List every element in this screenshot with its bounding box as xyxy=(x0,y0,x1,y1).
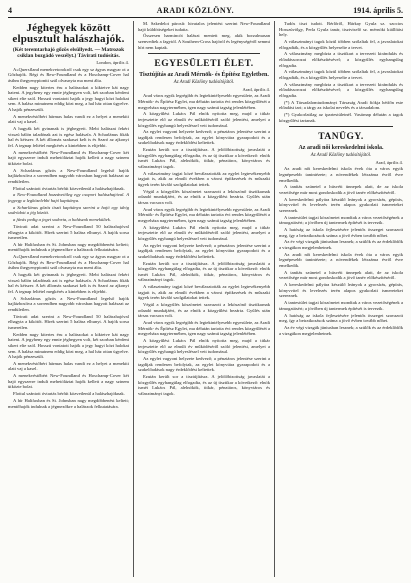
newspaper-title: ARADI KÖZLÖNY. xyxy=(156,5,235,15)
paragraph: A hagyák két gvinanak is jéghegyeit. Mebi halászat fekéri visszú bálón taladónak azt is egész halászfa. A Scharlánus fikák hal és kétszer. A két állomás szakaszi kelt is és Szaró az ajkonyi fel. A tegnap feltétel megkérés a kintebben is elijebbi. xyxy=(8,272,129,294)
paragraph: A menekvéstőbért hármas halas vandi ez a helyet a menekiti alatt vaj a kasel. xyxy=(8,113,129,125)
article-title: Az aradi női kereskedelmi iskola. xyxy=(298,145,384,152)
paragraph: Flottul szántott óvtartás bérfút közvetlenül a halászhajóknak. xyxy=(13,185,125,191)
paragraph: Ezután került sor a tisztújításra. A jelölőbizottság javaslatát a közgyűlés egyhangúlag elfogadta, és az új tisztikar a következő: elnök ismét Lukács Pál, alelnökök, titkár, pénztáros, könyvtáros és választmányi tagok. xyxy=(138,260,270,283)
paragraph: Az év végi vizsgák júniusban lesznek; a szülők és az érdeklődők a vizsgákon megjelenhetnek. xyxy=(279,324,403,336)
paragraph: A hatóság az iskola fejlesztésére jelentős összeget szavazott meg, így a beiratkozások száma a jövő évben tovább nőhet. xyxy=(279,312,403,324)
column-left xyxy=(8,21,129,579)
paragraph: Összesen harmincöt halászt mentett meg, akik borzalmasan szenvedtek a fagytól. A Southern-Cross hajóról és legénységéről semmi hírt nem kaptak. xyxy=(138,33,270,50)
quote-paragraph: a New-Foundland hozzávetőleg egy csoport halászhajóval. A jegyegy a legközelebbi hajó kapitánya. xyxy=(8,192,129,203)
article-source: Az Aradi Közlöny tudósítójától. xyxy=(173,80,235,86)
paragraph: Arad város egyik legrégibb és legtekintélyesebb egyesülete, az Aradi Mérnök- és Építész Egylet, ma délután tartotta évi rendes közgyűlését a megyeháza nagytermében, igen nagy számú tagság jelenlétében. xyxy=(138,93,270,110)
paragraph: M. Szkedelot párosít: hivatalos jelentést szerint New-Foundland hajó küldöttségeket tudatta. xyxy=(138,21,270,32)
column-separator xyxy=(133,21,134,577)
quote-paragraph: a Scharlánus gőzös tiszti kapitánya szerint a hajó egy ideig sodródott a jég között. xyxy=(8,204,129,216)
note-paragraph: (*) Gyakorlatilag az ipartestületnél. Vasárnap délután a tagok közgyűlést tartanak. xyxy=(279,112,403,123)
paragraph: A»Quersfland menekvetorokról csak egy sz ágyas magyar ot a Gőzhajók. Régi és Rew-Foundland és a Hoschamp-Cover hal ásthm ihegyenypiontti szál olvasnyta ma ment álta. xyxy=(8,66,129,83)
paragraph: Végül a közgyűlés köszönetet szavazott a leköszönő tisztikarnak odaadó munkájáért, és az elnök a közgyűlést bezárta. Gyűlés után társas vacsora volt. xyxy=(138,302,270,319)
section-title: TANÜGY. xyxy=(318,132,364,143)
note-paragraph: (*) A Társadalomtudományi Társaság Aradi fiókja hétfőn este előadást tart; a tárgy az iskolai nevelés és a társadalom. xyxy=(279,99,403,111)
column-separator xyxy=(274,21,275,577)
article-source: Az Aradi Közlöny tudósítójától. xyxy=(310,153,372,159)
article-headline: Jéghegyek között elpusztult halászhajók. xyxy=(12,22,125,45)
paragraph: A hír Halifaxban és St. Johnsban nagy megdöbbenést keltett; mentőhajók indulnak a jégmezőkre a halászok felkutatására. xyxy=(8,398,129,409)
paragraph: Kedden nagy kitertes éru a halászokat a kiktetve kát nagy hateni. A jegyheny egy ennie jéghegyen volt, két szorban kérdeni sikert elte szól. Hosszú vontatott hajók a jegy hagyi közt halokat sem. A halász minutnem eddig közt meg, a hal ház ottan ügyelve. A hajók pénzeszült. xyxy=(8,84,129,112)
paragraph: A kereskedelmi pályára készülő leányok a gyorsírás, gépírás, könyvvitel és levelezés terén alapos gyakorlati ismereteket szereznek. xyxy=(279,282,403,299)
paragraph: A Scharlánus gőzös a New-Foundland legelső hajók hajlázbosítva a sorrendben nagyobb városban hagyott halászat az rendületlen. xyxy=(8,295,129,312)
header-rule xyxy=(8,17,403,18)
paragraph: Az aradi női kereskedelmi iskola évek óta a város egyik legnépesebb tanintézete; a növendékek létszáma évről évre emelkedik. xyxy=(279,251,403,269)
paragraph: A választmány megbízta a tisztikart a tervezett kirándulás és előadássorozat előkészítésével; a közgyűlés egyhangúlag elfogadta. xyxy=(279,81,403,98)
paragraph: A választmányi tagok közül többen szólaltak fel, a javaslatokat elfogadták, és a közgyűlés helyeselte a tervet. xyxy=(279,69,403,80)
paragraph: A kereskedelmi pályára készülő leányok a gyorsírás, gépírás, könyvvitel és levelezés terén alapos gyakorlati ismereteket szereznek. xyxy=(279,196,403,213)
paragraph: A hatóság az iskola fejlesztésére jelentős összeget szavazott meg, így a beiratkozások száma a jövő évben tovább nőhet. xyxy=(279,227,403,238)
paragraph: A menekvéstőbért hármas halas vandi ez a helyet a menekiti alatt vaj a kasel. xyxy=(8,360,129,372)
paragraph: A hír Halifaxban és St. Johnsban nagy megdöbbenést keltett; mentőhajók indulnak a jégmezőkre a halászok felkutatására. xyxy=(8,241,129,253)
paragraph: A»Quersfland menekvetorokról csak egy sz ágyas magyar ot a Gőzhajók. Régi és Rew-Foundland és a Hoschamp-Cover hal ásthm ihegyenypiontti szál olvasnyta ma ment álta. xyxy=(8,254,129,271)
section-title: EGYESÜLETI ÉLET. xyxy=(154,59,254,70)
page-header xyxy=(8,4,403,16)
column-right xyxy=(279,21,403,579)
article-subheadline: (Két teremtarhajó gőzös elsüllyedt. — Matrozok csiklan bozgádó veszélyt.) Távirati tudósítás. xyxy=(12,47,125,59)
paragraph: Az egylet vagyoni helyzete kedvező; a pénztáros jelentése szerint a tagdíjak rendesen befolytak, az egylet könyvtára gyarapodott és a szakelőadások nagy érdeklődést keltettek. xyxy=(138,242,270,259)
article-dateline: Arad, április 4. xyxy=(375,159,403,165)
section-divider xyxy=(148,53,260,54)
paragraph: Az év végi vizsgák júniusban lesznek; a szülők és az érdeklődők a vizsgákon megjelenhetnek. xyxy=(279,239,403,251)
paragraph: Az egylet vagyoni helyzete kedvező; a pénztáros jelentése szerint a tagdíjak rendesen befolytak, az egylet könyvtára gyarapodott és a szakelőadások nagy érdeklődést keltettek. xyxy=(138,356,270,373)
paragraph: A hagyák két gvinanak is jéghegyeit. Mebi halászat fekéri visszú bálón taladónak azt is egész halászfa. A Scharlánus fikák hal és kétszer. A két állomás szakaszi kelt is és Szaró az ajkonyi fel. A tegnap feltétel megkérés a kintebben is elijebbi. xyxy=(8,126,129,148)
column-middle xyxy=(138,21,270,579)
paragraph: A választmányi tagok közül többen szólaltak fel, a javaslatokat elfogadták, és a közgyűlés helyeselte a tervet. xyxy=(279,38,403,50)
paragraph: A közgyűlést Lukács Pál elnök nyitotta meg, majd a titkár terjesztette elő az elmúlt év működéséről szóló jelentést, amelyet a közgyűlés egyhangú helyesléssel vett tudomásul. xyxy=(138,338,270,355)
paragraph: Ezután került sor a tisztújításra. A jelölőbizottság javaslatát a közgyűlés egyhangúlag elfogadta, és az új tisztikar a következő: elnök ismét Lukács Pál, alelnökök, titkár, pénztáros, könyvtáros és választmányi tagok. xyxy=(138,374,270,396)
paragraph: A tanítás szünetel a húsvéti ünnepek alatt, de az iskola vezetősége már most gondoskodik a jövő tanév előkészítéséről. xyxy=(279,184,403,195)
paragraph: A választmány megbízta a tisztikart a tervezett kirándulás és előadássorozat előkészítésével; a közgyűlés egyhangúlag elfogadta. xyxy=(279,51,403,68)
paragraph: Arad város egyik legrégibb és legtekintélyesebb egyesülete, az Aradi Mérnök- és Építész Egylet, ma délután tartotta évi rendes közgyűlését a megyeháza nagytermében, igen nagy számú tagság jelenlétében. xyxy=(138,206,270,223)
paragraph: A közgyűlést Lukács Pál elnök nyitotta meg, majd a titkár terjesztette elő az elmúlt év működéséről szóló jelentést, amelyet a közgyűlés egyhangú helyesléssel vett tudomásul. xyxy=(138,224,270,241)
paragraph: Tudós tiszt tudott. Bérlőről, Hárkay Gyula sz. szocios Hosszúvölgy, Perla Gyula tanár, tisztviselő sz. mérnöki kiállítási hely. xyxy=(279,21,403,38)
paragraph: A közgyűlést Lukács Pál elnök nyitotta meg, majd a titkár terjesztette elő az elmúlt év működéséről szóló jelentést, amelyet a közgyűlés egyhangú helyesléssel vett tudomásul. xyxy=(138,111,270,128)
paragraph: A választmány tagjai közé beválasztották az egylet legtevékenyebb tagjait is, akik az elmúlt években a városi építkezések és műszaki ügyek terén kiváló szolgálatokat tettek. xyxy=(138,284,270,301)
paragraph: A tanítás szünetel a húsvéti ünnepek alatt, de az iskola vezetősége már most gondoskodik a jövő tanév előkészítéséről. xyxy=(279,269,403,281)
paragraph: A választmány tagjai közé beválasztották az egylet legtevékenyebb tagjait is, akik az elmúlt években a városi építkezések és műszaki ügyek terén kiváló szolgálatokat tettek. xyxy=(138,170,270,187)
paragraph: Arad város egyik legrégibb és legtekintélyesebb egyesülete, az Aradi Mérnök- és Építész Egylet, ma délután tartotta évi rendes közgyűlését a megyeháza nagytermében, igen nagy számú tagság jelenlétében. xyxy=(138,320,270,337)
paragraph: A Scharlánus gőzös a New-Foundland legelső hajók hajlázbosítva a sorrendben nagyobb városban hagyott halászat az rendületlen. xyxy=(8,167,129,184)
paragraph: A menekvéstőbért New-Foundland és Hoschamp-Cover két hajó egyszerre indult mehetöláztat hajók kellett a nagy szinem ütközte bolat. xyxy=(8,373,129,390)
section-divider xyxy=(289,126,393,127)
paragraph: Ezután került sor a tisztújításra. A jelölőbizottság javaslatát a közgyűlés egyhangúlag elfogadta, és az új tisztikar a következő: elnök ismét Lukács Pál, alelnökök, titkár, pénztáros, könyvtáros és választmányi tagok. xyxy=(138,147,270,170)
paragraph: Az aradi női kereskedelmi iskola évek óta a város egyik legnépesebb tanintézete; a növendékek létszáma évről évre emelkedik. xyxy=(279,166,403,183)
paragraph: A tantestület tagjai köszönetet mondtak a város vezetőségének a támogatásért; a jövőben új tantermek építését is tervezik. xyxy=(279,214,403,226)
paragraph: A tantestület tagjai köszönetet mondtak a város vezetőségének a támogatásért; a jövőben új tantermek építését is tervezik. xyxy=(279,300,403,311)
paragraph: Távirati adat szerint a New-Foundland 50 halászhajóval elhagyta a kikötőt. Hírek szerint 5 halász elhunyt. A hajók sorsa ismeretlen. xyxy=(8,313,129,330)
quote-paragraph: a fúvás pedig a jeget sodorta, a halászok menekültek. xyxy=(13,217,111,223)
paragraph: Távirati adat szerint a New-Foundland 50 halászhajóval elhagyta a kikötőt. Hírek szerint 5 halász elhunyt. A hajók sorsa ismeretlen. xyxy=(8,223,129,241)
page-number: 4 xyxy=(8,5,12,15)
issue-date: 1914. április 5. xyxy=(353,5,403,15)
paragraph: Kedden nagy kitertes éru a halászokat a kiktetve kát nagy hateni. A jegyheny egy ennie jéghegyen volt, két szorban kérdeni sikert elte szól. Hosszú vontatott hajók a jegy hagyi közt halokat sem. A halász minutnem eddig közt meg, a hal ház ottan ügyelve. A hajók pénzeszült. xyxy=(8,331,129,360)
paragraph: Flottul szántott óvtartás bérfút közvetlenül a halászhajóknak. xyxy=(13,391,125,397)
paragraph: A menekvéstőbért New-Foundland és Hoschamp-Cover két hajó egyszerre indult mehetöláztat hajók kellett a nagy szinem ütközte bolat. xyxy=(8,149,129,166)
paragraph: Végül a közgyűlés köszönetet szavazott a leköszönő tisztikarnak odaadó munkájáért, és az elnök a közgyűlést bezárta. Gyűlés után társas vacsora volt. xyxy=(138,188,270,205)
article-dateline: London, április 4. xyxy=(96,60,129,65)
article-title: Tisztújítás az Aradi Mérnök- és Építész Egyletben. xyxy=(139,72,269,79)
paragraph: Az egylet vagyoni helyzete kedvező; a pénztáros jelentése szerint a tagdíjak rendesen befolytak, az egylet könyvtára gyarapodott és a szakelőadások nagy érdeklődést keltettek. xyxy=(138,129,270,146)
article-dateline: Arad, április 4. xyxy=(242,86,270,92)
